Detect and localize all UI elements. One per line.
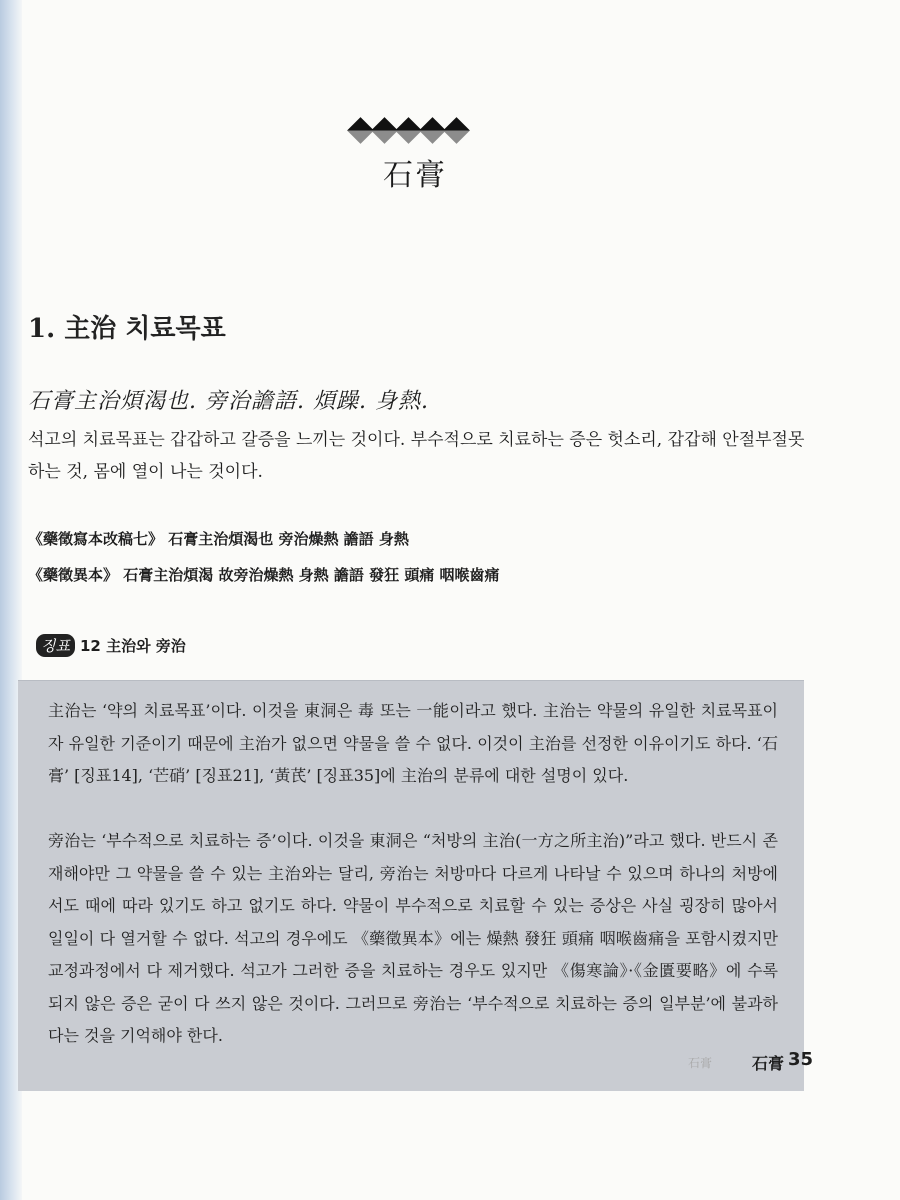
diamond-icon	[371, 117, 398, 144]
diamond-ornament-icon	[348, 118, 472, 144]
footer-title: 石膏	[752, 1054, 785, 1073]
note-paragraph: 主治는 ‘약의 치료목표’이다. 이것을 東洞은 毒 또는 一能이라고 했다. 主治는 약물의 유일한 치료목표이자 유일한 기준이기 때문에 主治가 없으면 약물을 쓸 수 없다. 이것이 主治를 선정한 이유이기도 하다. ‘石膏’ [징표14], ‘芒硝’ [징표21], ‘黃芪’ [징표35]에 主治의 분류에 대한 설명이 있다.	[48, 701, 778, 785]
source-citation: 《藥徵異本》 石膏主治煩渴 故旁治燥熱 身熱 譫語 發狂 頭痛 咽喉齒痛	[28, 566, 500, 584]
page-number: 35	[788, 1049, 814, 1070]
note-label-badge: 징표	[36, 634, 75, 657]
translation-text: 석고의 치료목표는 갑갑하고 갈증을 느끼는 것이다. 부수적으로 치료하는 증은 헛소리, 갑갑해 안절부절못하는 것, 몸에 열이 나는 것이다.	[28, 430, 805, 482]
diamond-icon	[347, 117, 374, 144]
note-label-text: 12 主治와 旁治	[79, 637, 186, 655]
running-header: 石膏	[688, 1056, 713, 1070]
note-box	[18, 680, 804, 1091]
note-paragraph: 旁治는 ‘부수적으로 치료하는 증’이다. 이것을 東洞은 “처방의 主治(一方之所主治)”라고 했다. 반드시 존재해야만 그 약물을 쓸 수 있는 主治와는 달리, 旁治는 처방마다 다르게 나타날 수 있으며 하나의 처방에서도 때에 따라 있기도 하고 없기도 하다. 약물이 부수적으로 치료할 수 있는 증상은 사실 굉장히 많아서 일일이 다 열거할 수 없다. 석고의 경우에도 《藥徵異本》에는 燥熱 發狂 頭痛 咽喉齒痛을 포함시켰지만 교정과정에서 다 제거했다. 석고가 그러한 증을 치료하는 경우도 있지만 《傷寒論》·《金匱要略》에 수록되지 않은 증은 굳이 다 쓰지 않은 것이다. 그러므로 旁治는 ‘부수적으로 치료하는 증의 일부분’에 불과하다는 것을 기억해야 한다.	[48, 831, 778, 1045]
page-title: 石膏	[383, 158, 447, 193]
diamond-icon	[443, 117, 470, 144]
section-heading: 1. 主治 치료목표	[28, 314, 226, 344]
source-citation: 《藥徵寫本改稿七》 石膏主治煩渴也 旁治燥熱 譫語 身熱	[28, 530, 409, 548]
classic-text: 石膏主治煩渴也. 旁治譫語. 煩躁. 身熱.	[28, 389, 429, 414]
note-label	[36, 634, 186, 657]
diamond-icon	[395, 117, 422, 144]
diamond-icon	[419, 117, 446, 144]
